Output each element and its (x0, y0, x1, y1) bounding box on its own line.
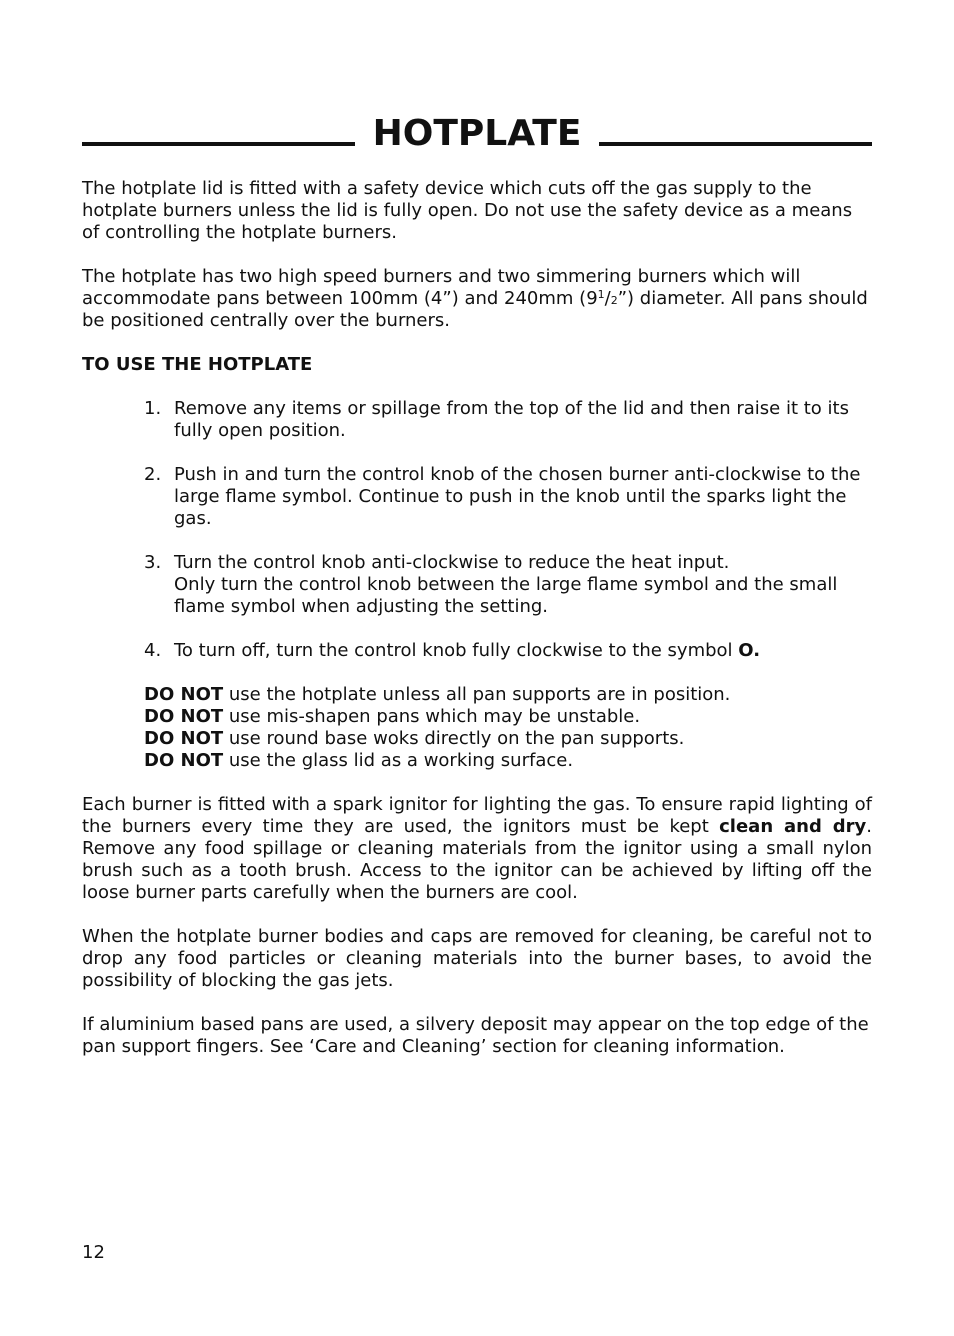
page-number: 12 (82, 1242, 105, 1263)
warning-label: DO NOT (144, 728, 224, 749)
step-item (82, 464, 872, 530)
step-text: Push in and turn the control knob of the chosen burner anti-clockwise to the large flame symbol. Continue to push in the knob until the sparks light the gas. (174, 464, 861, 529)
warning-item (144, 684, 872, 706)
title-rule-right (599, 142, 872, 146)
ignitor-text-before: Each burner is fitted with a spark ignitor for lighting the gas. To ensure rapid lighting of the burners every time they are used, the ignitors must be kept (82, 794, 872, 837)
step-item (82, 398, 872, 442)
step-number: 4. (144, 640, 162, 661)
ignitor-text-after: . Remove any food spillage or cleaning materials from the ignitor using a small nylon brush such as a tooth brush. Access to the ignitor can be achieved by lifting off the loose burner parts carefully when the burners are cool. (82, 816, 872, 903)
step-number: 3. (144, 552, 162, 573)
warning-item (144, 706, 872, 728)
burners-paragraph (82, 266, 872, 332)
ignitor-emphasis: clean and dry (719, 816, 867, 837)
warning-text: use the hotplate unless all pan supports are in position. (223, 684, 731, 705)
page-title: HOTPLATE (372, 113, 582, 154)
burners-text-before: The hotplate has two high speed burners and two simmering burners which will accommodate pans between 100mm (4”) and 240mm (9 (82, 266, 801, 309)
title-row (82, 112, 872, 156)
steps-list (82, 398, 872, 662)
warning-text: use mis-shapen pans which may be unstable. (223, 706, 641, 727)
step-text: To turn off, turn the control knob fully clockwise to the symbol (174, 640, 739, 661)
step-number: 2. (144, 464, 162, 485)
warning-item (144, 750, 872, 772)
section-heading: TO USE THE HOTPLATE (82, 354, 313, 375)
warning-label: DO NOT (144, 684, 224, 705)
page-content (82, 178, 872, 1080)
warning-text: use the glass lid as a working surface. (223, 750, 574, 771)
fraction-slash: / (604, 288, 611, 309)
warnings-list (82, 684, 872, 772)
fraction-numerator: 1 (597, 288, 605, 301)
fraction-denominator: 2 (610, 294, 618, 307)
cleaning-paragraph: When the hotplate burner bodies and caps are removed for cleaning, be careful not to drop any food particles or cleaning materials into the burner bases, to avoid the possibility of blocking the gas jets. (82, 926, 872, 991)
aluminium-paragraph: If aluminium based pans are used, a silvery deposit may appear on the top edge of the pan support fingers. See ‘Care and Cleaning’ section for cleaning information. (82, 1014, 869, 1057)
step-text: Remove any items or spillage from the top of the lid and then raise it to its fully open position. (174, 398, 849, 441)
intro-paragraph: The hotplate lid is fitted with a safety device which cuts off the gas supply to the hotplate burners unless the lid is fully open. Do not use the safety device as a means of controlling the hotplate burners. (82, 178, 853, 243)
warning-label: DO NOT (144, 750, 224, 771)
step-item (82, 640, 872, 662)
ignitor-paragraph (82, 794, 872, 904)
warning-item (144, 728, 872, 750)
step-number: 1. (144, 398, 162, 419)
step-item (82, 552, 872, 618)
warning-label: DO NOT (144, 706, 224, 727)
warning-text: use round base woks directly on the pan supports. (223, 728, 685, 749)
off-symbol: O. (738, 640, 761, 661)
burners-text-after: ”) diameter. All pans should be positioned centrally over the burners. (82, 288, 868, 331)
step-text-secondary: Only turn the control knob between the large flame symbol and the small flame symbol when adjusting the setting. (174, 574, 838, 617)
step-text: Turn the control knob anti-clockwise to reduce the heat input. (174, 552, 730, 573)
title-rule-left (82, 142, 355, 146)
